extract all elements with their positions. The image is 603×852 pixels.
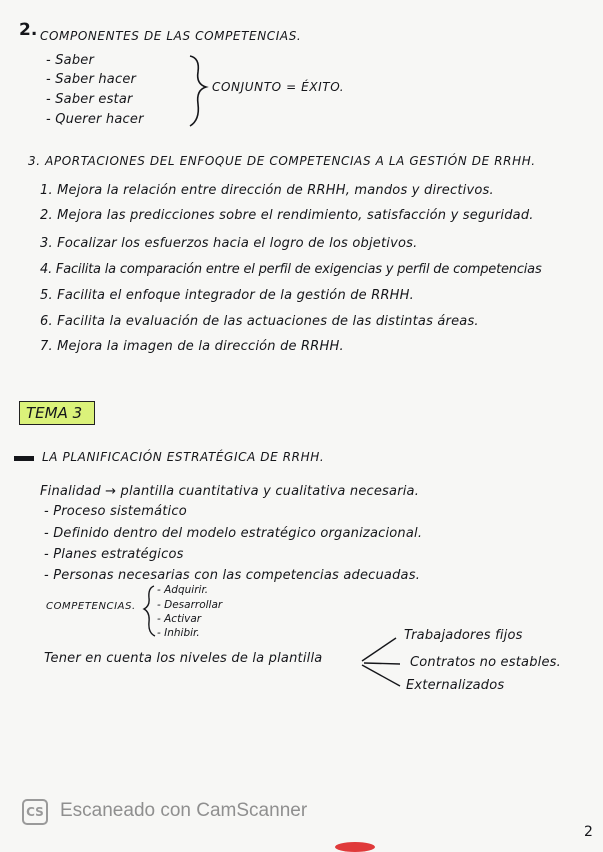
planning-item: - Personas necesarias con las competencias adecuadas. xyxy=(44,568,421,583)
contribution-item: 4. Facilita la comparación entre el perfil de exigencias y perfil de competencias xyxy=(40,262,542,277)
component-item: - Saber estar xyxy=(46,92,133,107)
component-item: - Querer hacer xyxy=(46,112,144,127)
component-item: - Saber xyxy=(46,53,95,68)
contribution-item: 7. Mejora la imagen de la dirección de RRHH. xyxy=(40,339,344,354)
page-number: 2 xyxy=(584,824,593,840)
planning-item: - Planes estratégicos xyxy=(44,547,184,562)
contribution-item: 2. Mejora las predicciones sobre el rendimiento, satisfacción y seguridad. xyxy=(40,208,534,223)
planning-item: - Definido dentro del modelo estratégico organizacional. xyxy=(44,526,423,541)
competencia-item: - Adquirir. xyxy=(157,584,209,596)
planning-item: - Proceso sistemático xyxy=(44,504,187,519)
planning-title: LA PLANIFICACIÓN ESTRATÉGICA DE RRHH. xyxy=(42,450,325,464)
camscanner-text: Escaneado con CamScanner xyxy=(60,800,308,821)
competencia-item: - Desarrollar xyxy=(157,599,223,611)
curly-brace-components xyxy=(190,56,206,126)
contribution-item: 5. Facilita el enfoque integrador de la gestión de RRHH. xyxy=(40,288,414,303)
contribution-item: 3. Focalizar los esfuerzos hacia el logro de los objetivos. xyxy=(40,236,418,251)
section-2-number: 2. xyxy=(19,20,38,40)
planning-finalidad: Finalidad → plantilla cuantitativa y cualitativa necesaria. xyxy=(40,484,420,499)
competencia-item: - Inhibir. xyxy=(157,627,200,639)
branch-line-externalizados xyxy=(362,665,400,686)
contribution-item: 6. Facilita la evaluación de las actuaciones de las distintas áreas. xyxy=(40,314,479,329)
contribution-item: 1. Mejora la relación entre dirección de RRHH, mandos y directivos. xyxy=(40,183,494,198)
branch-line-fijos xyxy=(362,638,396,661)
component-item: - Saber hacer xyxy=(46,72,137,87)
competencias-label: COMPETENCIAS. xyxy=(46,601,136,612)
section-2-title: COMPONENTES DE LAS COMPETENCIAS. xyxy=(40,29,302,43)
tema-3-label: TEMA 3 xyxy=(26,404,83,422)
camscanner-logo-icon: CS xyxy=(22,799,48,825)
curly-brace-competencias xyxy=(144,586,155,636)
nivel-item: Trabajadores fijos xyxy=(404,628,523,643)
nivel-item: Contratos no estables. xyxy=(410,655,561,670)
competencia-item: - Activar xyxy=(157,613,202,625)
red-mark xyxy=(335,842,375,852)
tener-en-cuenta: Tener en cuenta los niveles de la plantilla xyxy=(44,651,323,666)
branch-line-contratos xyxy=(364,663,400,664)
components-result: CONJUNTO = ÉXITO. xyxy=(212,80,345,94)
nivel-item: Externalizados xyxy=(406,678,505,693)
section-3-title: 3. APORTACIONES DEL ENFOQUE DE COMPETENCIAS A LA GESTIÓN DE RRHH. xyxy=(28,154,536,168)
